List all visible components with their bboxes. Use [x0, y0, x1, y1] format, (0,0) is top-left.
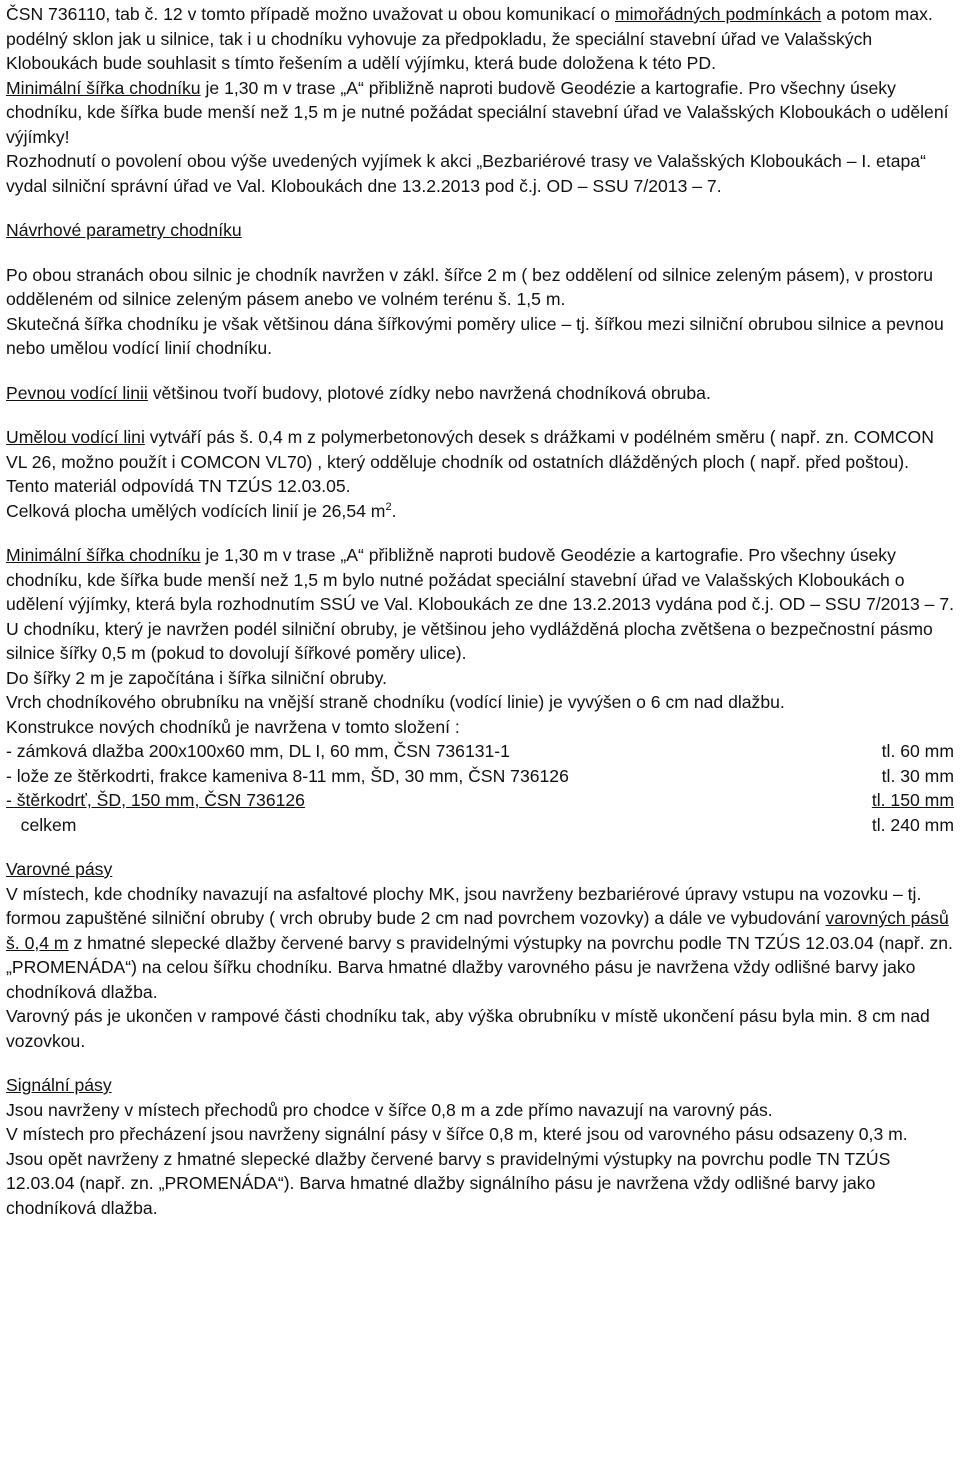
text: Celková plocha umělých vodících linií je 26,54 m	[6, 500, 386, 521]
paragraph-min-width-2	[6, 543, 954, 617]
underlined-term: Pevnou vodící linii	[6, 382, 148, 403]
text: většinou tvoří budovy, plotové zídky nebo navržená chodníková obruba.	[147, 382, 711, 403]
paragraph-decision: Rozhodnutí o povolení obou výše uvedených vyjímek k akci „Bezbariérové trasy ve Valašských Kloboukách – I. etapa“ vydal silniční správní úřad ve Val. Kloboukách dne 13.2.2013 pod č.j. OD – SSU 7/2013 – 7.	[6, 151, 926, 196]
layer-row	[6, 788, 954, 813]
underlined-term: Umělou vodící lini	[6, 427, 145, 447]
layer-thickness: tl. 30 mm	[881, 765, 954, 786]
paragraph-actual-width: Skutečná šířka chodníku je však většinou dána šířkovými poměry ulice – tj. šířkou mezi silniční obrubou silnice a pevnou nebo umělou vodící linií chodníku.	[6, 313, 944, 358]
paragraph-total-area	[6, 499, 954, 524]
paragraph-safety-zone: U chodníku, který je navržen podél silniční obruby, je většinou jeho vydlážděná plocha zvětšena o bezpečnostní pásmo silnice šířky 0,5 m (pokud to dovolují šířkové poměry ulice).	[6, 618, 933, 663]
layer-thickness: tl. 150 mm	[871, 790, 954, 810]
layer-name: - štěrkodrť, ŠD, 150 mm, ČSN 736126	[6, 790, 305, 810]
paragraph-curb-height: Vrch chodníkového obrubníku na vnější straně chodníku (vodící linie) je vyvýšen o 6 cm nad dlažbu.	[6, 692, 785, 712]
paragraph-fixed-guide-line	[6, 381, 954, 406]
paragraph-warning-strips	[6, 882, 954, 1005]
text: .	[391, 500, 397, 521]
layer-thickness: tl. 60 mm	[881, 741, 954, 761]
paragraph-artificial-guide-line	[6, 425, 954, 499]
paragraph-signal-offset: V místech pro přecházení jsou navrženy signální pásy v šířce 0,8 m, které jsou od varovného pásu odsazeny 0,3 m.	[6, 1124, 908, 1144]
layer-name: celkem	[6, 814, 77, 835]
layer-row	[6, 764, 954, 789]
text: je 1,30 m v trase „A“ přibližně naproti budově Geodézie a kartografie. Pro všechny úseky chodníku, kde šířka bude menší než 1,5 m je nutné požádat speciální stavební úřad ve Valašských Kloboukách o udělení výjímky!	[6, 77, 949, 147]
layer-name: - zámková dlažba 200x100x60 mm, DL I, 60 mm, ČSN 736131-1	[6, 741, 510, 761]
paragraph-signal-crossings: Jsou navrženy v místech přechodů pro chodce v šířce 0,8 m a zde přímo navazují na varovný pás.	[6, 1099, 773, 1120]
layer-thickness: tl. 240 mm	[871, 814, 954, 835]
paragraph-conditions	[6, 2, 954, 76]
underlined-term: Minimální šířka chodníku	[6, 77, 201, 98]
paragraph-construction: Konstrukce nových chodníků je navržena v tomto složení :	[6, 716, 460, 737]
layer-name: - lože ze štěrkodrti, frakce kameniva 8-11 mm, ŠD, 30 mm, ČSN 736126	[6, 765, 569, 786]
paragraph-curb-width: Do šířky 2 m je započítána i šířka silniční obruby.	[6, 667, 388, 688]
paragraph-min-width	[6, 76, 954, 150]
paragraph-warning-end: Varovný pás je ukončen v rampové části chodníku tak, aby výška obrubníku v místě ukončení pásu byla min. 8 cm nad vozovkou.	[6, 1006, 930, 1051]
text: vytváří pás š. 0,4 m z polymerbetonových desek s drážkami v podélném směru ( např. zn. COMCON VL 26, možno použít i COMCON VL70) , který odděluje chodník od ostatních dlážděných ploch ( např. před poštou). Tento materiál odpovídá TN TZÚS 12.03.05.	[6, 427, 934, 496]
underlined-term: Minimální šířka chodníku	[6, 545, 201, 565]
text: je 1,30 m v trase „A“ přibližně naproti budově Geodézie a kartografie. Pro všechny úseky chodníku, kde šířka bude menší než 1,5 m bylo nutné požádat speciální stavební úřad ve Valašských Kloboukách o udělení výjímky, která byla rozhodnutím SSÚ ve Val. Kloboukách ze dne 13.2.2013 vydána pod č.j. OD – SSU 7/2013 – 7.	[6, 545, 954, 614]
section-heading-design-parameters: Návrhové parametry chodníku	[6, 220, 242, 240]
layer-row	[6, 739, 954, 764]
layer-total-row	[6, 813, 954, 838]
layer-table	[6, 739, 954, 837]
underlined-term: varovných pásů š. 0,4 m	[6, 908, 949, 953]
document-page	[6, 2, 954, 1220]
underlined-term: mimořádných podmínkách	[614, 4, 822, 24]
paragraph-signal-material: Jsou opět navrženy z hmatné slepecké dlažby červené barvy s pravidelnými výstupky na povrchu podle TN TZÚS 12.03.04 (např. zn. „PROMENÁDA“). Barva hmatné dlažby signálního pásu je navržena vždy odlišné barvy jako chodníková dlažba.	[6, 1148, 891, 1218]
section-heading-signal-strips: Signální pásy	[6, 1075, 112, 1095]
text: z hmatné slepecké dlažby červené barvy s pravidelnými výstupky na povrchu podle TN TZÚS 12.03.04 (např. zn. „PROMENÁDA“) na celou šířku chodníku. Barva hmatné dlažby varovného pásu je navržena vždy odlišné barvy jako chodníková dlažba.	[6, 932, 953, 1002]
text: ČSN 736110, tab č. 12 v tomto případě možno uvažovat u obou komunikací o	[6, 4, 615, 24]
text: V místech, kde chodníky navazují na asfaltové plochy MK, jsou navrženy bezbariérové úpravy vstupu na vozovku – tj. formou zapuštěné silniční obruby ( vrch obruby bude 2 cm nad povrchem vozovky) a dále ve vybudování	[6, 883, 922, 928]
text: a potom max. podélný sklon jak u silnice, tak i u chodníku vyhovuje za předpokladu, že speciální stavební úřad ve Valašských Kloboukách bude souhlasit s tímto řešením a udělí výjímku, která bude doložena k této PD.	[6, 4, 933, 73]
superscript: 2	[385, 500, 392, 513]
section-heading-warning-strips: Varovné pásy	[6, 859, 113, 879]
paragraph-base-width: Po obou stranách obou silnic je chodník navržen v zákl. šířce 2 m ( bez oddělení od silnice zeleným pásem), v prostoru odděleném od silnice zeleným pásem anebo ve volném terénu š. 1,5 m.	[6, 264, 934, 309]
